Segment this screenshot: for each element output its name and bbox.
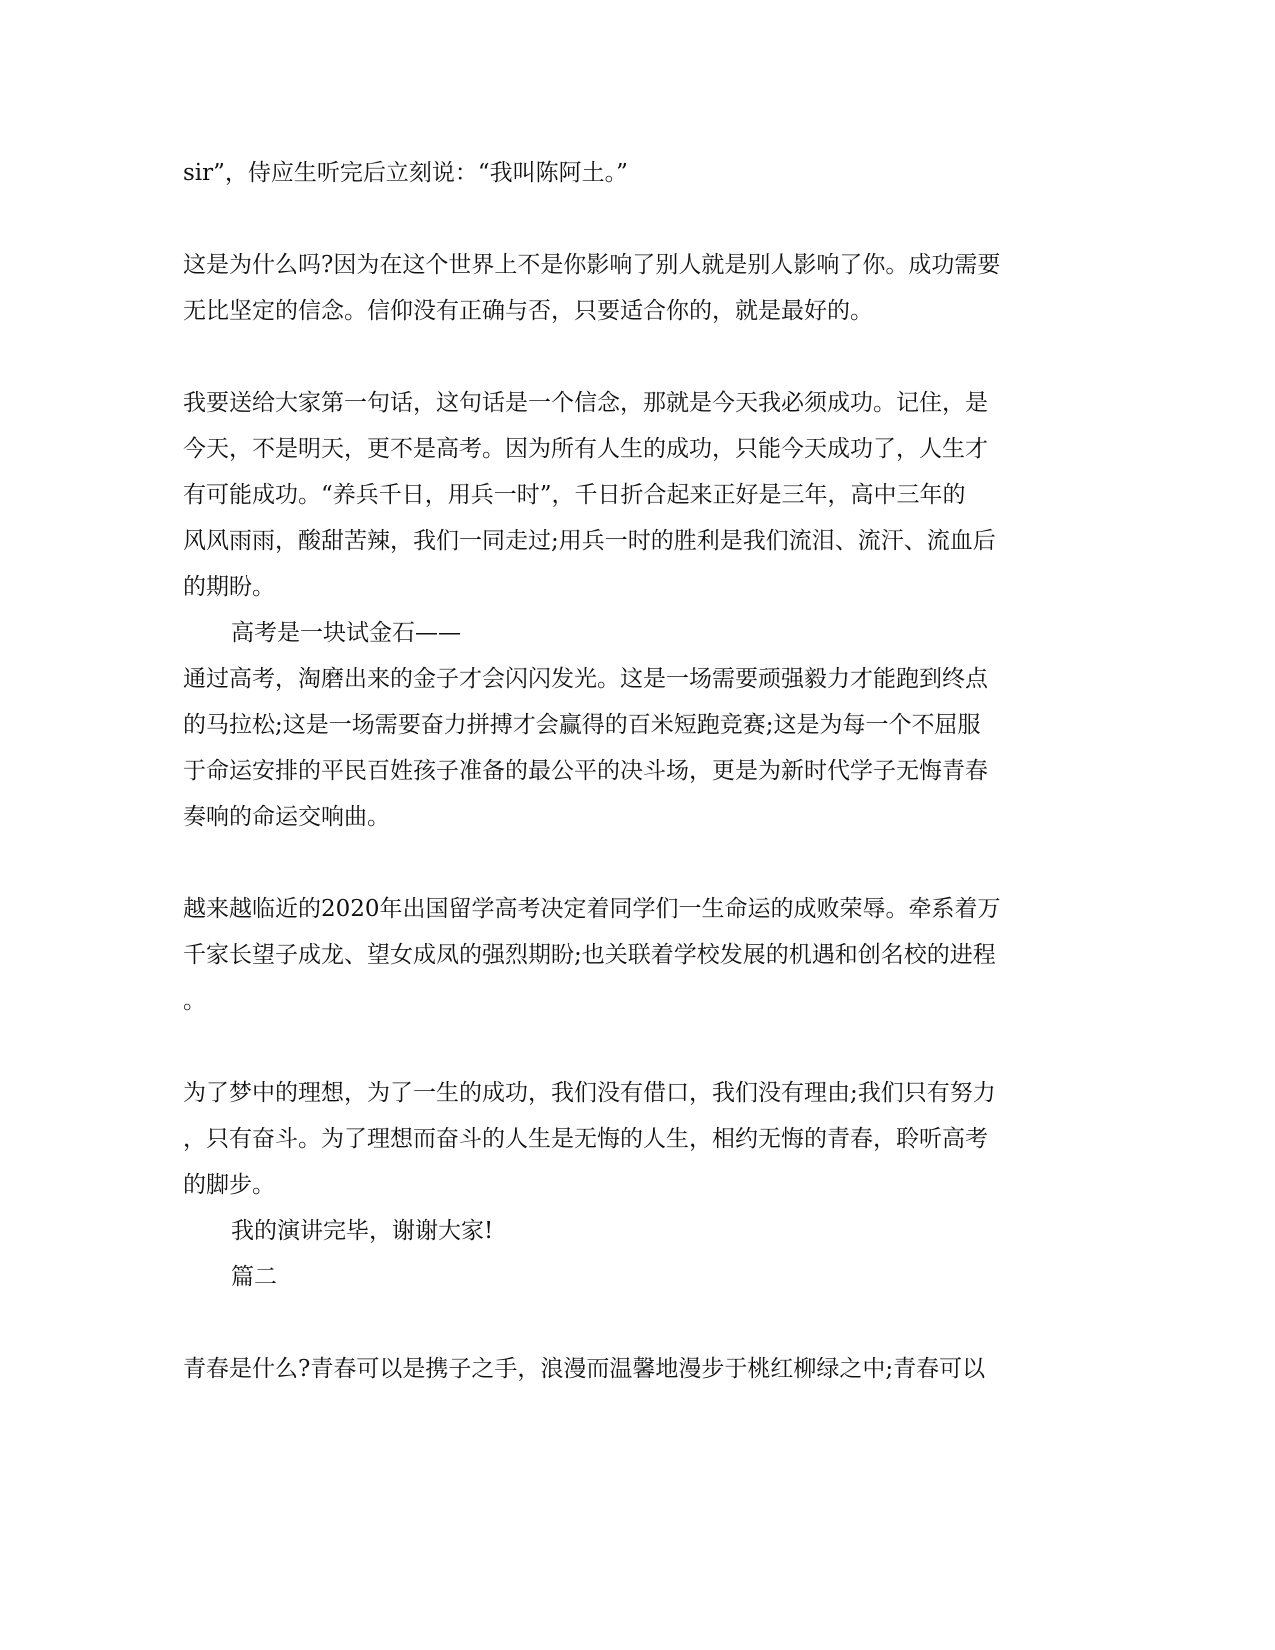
text-line: 无比坚定的信念。信仰没有正确与否，只要适合你的，就是最好的。 [183,298,873,324]
text-line: 通过高考，淘磨出来的金子才会闪闪发光。这是一场需要顽强毅力才能跑到终点 [183,666,988,692]
text-line: sir”，侍应生听完后立刻说：“我叫陈阿土。” [183,160,628,186]
text-line: 的脚步。 [183,1172,275,1198]
text-line: 的马拉松;这是一场需要奋力拼搏才会赢得的百米短跑竞赛;这是为每一个不屈服 [183,712,981,738]
text-line: 这是为什么吗?因为在这个世界上不是你影响了别人就是别人影响了你。成功需要 [183,252,1001,278]
closing-line: 我的演讲完毕，谢谢大家! [231,1218,494,1244]
text-line: 奏响的命运交响曲。 [183,804,390,830]
text-line: 风风雨雨，酸甜苦辣，我们一同走过;用兵一时的胜利是我们流泪、流汗、流血后 [183,528,996,554]
text-line: 千家长望子成龙、望女成凤的强烈期盼;也关联着学校发展的机遇和创名校的进程 [183,942,996,968]
text-line: 的期盼。 [183,574,275,600]
text-line: 我要送给大家第一句话，这句话是一个信念，那就是今天我必须成功。记住，是 [183,390,988,416]
text-line: 越来越临近的2020年出国留学高考决定着同学们一生命运的成败荣辱。牵系着万 [183,896,1001,922]
section-heading: 高考是一块试金石—— [231,620,461,646]
section-label: 篇二 [231,1264,277,1290]
text-line: 为了梦中的理想，为了一生的成功，我们没有借口，我们没有理由;我们只有努力 [183,1080,996,1106]
text-line: 今天，不是明天，更不是高考。因为所有人生的成功，只能今天成功了，人生才 [183,436,988,462]
text-line: 。 [183,988,206,1014]
text-line: ，只有奋斗。为了理想而奋斗的人生是无悔的人生，相约无悔的青春，聆听高考 [183,1126,988,1152]
text-line: 有可能成功。“养兵千日，用兵一时”，千日折合起来正好是三年，高中三年的 [183,482,966,508]
text-line: 于命运安排的平民百姓孩子准备的最公平的决斗场，更是为新时代学子无悔青春 [183,758,988,784]
text-line: 青春是什么?青春可以是携子之手，浪漫而温馨地漫步于桃红柳绿之中;青春可以 [183,1356,986,1382]
